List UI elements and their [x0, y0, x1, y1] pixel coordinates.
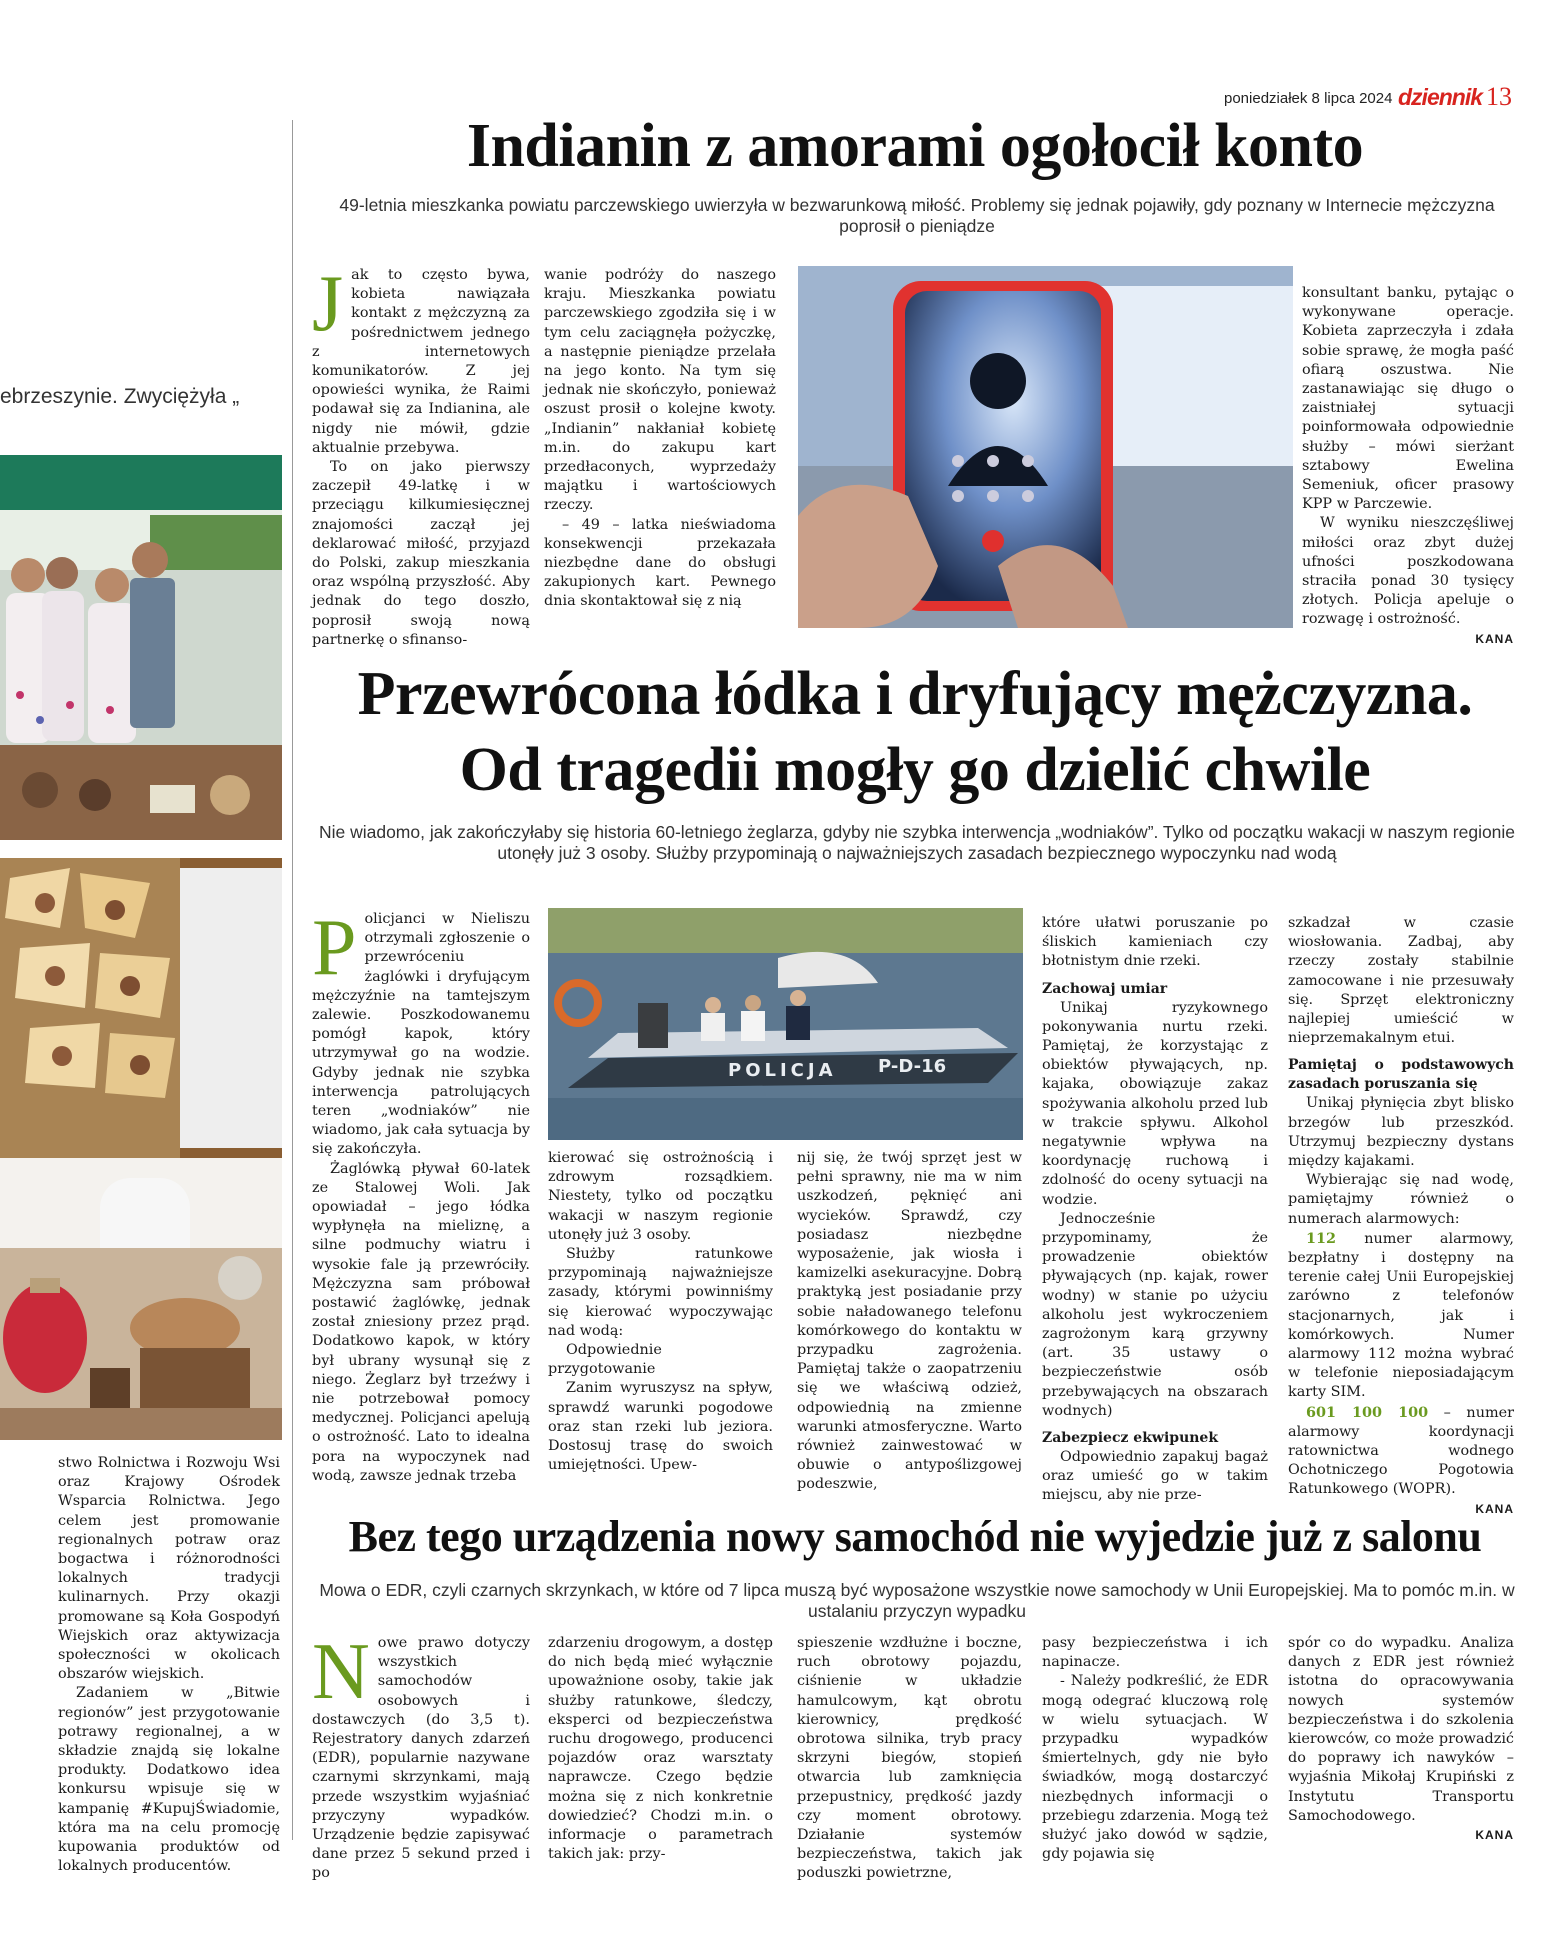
article2-paragraph: Żaglówką pływał 60-latek ze Stalowej Woli. Jak opowiadał – jego łódka wypłynęła na mieliznę, a silne podmuchy wiatru i wysokie fale ją przewróciły. Mężczyzna sam próbował postawić żaglówkę, jednak został zniesiony przez prąd. Dodatkowo kapok, w który był ubrany wysunął się z niego. Żeglarz był trzeźwy i nie potrzebował pomocy medycznej. Policjanci apelują o ostrożność. Lato to idealna pora na wypoczynek nad wodą, zawsze jednak trzeba — [312, 1160, 530, 1484]
article3-title: Bez tego urządzenia nowy samochód nie wyjedzie już z salonu — [348, 1512, 1482, 1561]
article1-paragraph: wanie podróży do naszego kraju. Mieszkanka powiatu parczewskiego zgodziła się i w tym celu zaciągnęła pożyczkę, a następnie pieniądze przelała na jego konto. Na tym się jednak nie skończyło, ponieważ oszust prosił o kolejne kwoty. „Indianin” nakłaniał kobietę m.in. do zakupu kart przedłaconych, wyprzedaży majątku i wartościowych rzeczy. — [544, 267, 776, 514]
article2-paragraph: szkadzał w czasie wiosłowania. Zadbaj, aby rzeczy zostały stabilnie zamocowane i nie przesuwały się. Sprzęt elektroniczny najlepiej umieścić w nieprzemakalnym etui. — [1288, 915, 1514, 1047]
article2-paragraph — [1288, 1403, 1514, 1500]
emergency-number-desc: numer alarmowy, bezpłatny i dostępny na terenie całej Unii Europejskiej zarówno z telefonów stacjonarnych, jak i komórkowych. Numer alarmowy 112 można wybrać w telefonie nieposiadającym karty SIM. — [1288, 1230, 1514, 1401]
article2-column-2 — [548, 1149, 773, 1504]
left-strip-paragraph: stwo Rolnictwa i Rozwoju Wsi oraz Krajowy Ośrodek Wsparcia Rolnictwa. Jego celem jest promowanie regionalnych potraw oraz bogactwa i różnorodności lokalnych tradycji kulinarnych. Przy okazji promowane są Koła Gospodyń Wiejskich oraz aktywizacja społeczności w okolicach obszarów wiejskich. — [58, 1455, 280, 1683]
article2-column-1 — [312, 904, 530, 1504]
market-photo — [0, 1158, 282, 1440]
article3-paragraph: zdarzeniu drogowym, a dostęp do nich będą mieć wyłącznie upoważnione osoby, takie jak służby ratunkowe, śledczy, eksperci od bezpieczeństwa ruchu drogowego, producenci pojazdów oraz warsztaty naprawcze. Czego będzie można się z nich konkretnie dowiedzieć? Chodzi m.in. o informacje o parametrach takich jak: przy- — [548, 1635, 773, 1863]
phone-call-photo — [798, 266, 1293, 628]
article1-column-3 — [1302, 284, 1514, 646]
article2-paragraph: Wybierając się nad wodę, pamiętajmy również o numerach alarmowych: — [1288, 1172, 1514, 1227]
boat-hull-text: POLICJA — [728, 1060, 837, 1081]
article2-paragraph: Unikaj płynięcia zbyt blisko brzegów lub przeszkód. Utrzymuj bezpieczny dystans między kajakami. — [1288, 1095, 1514, 1170]
article3-paragraph: - Należy podkreślić, że EDR mogą odegrać kluczową rolę w wielu sytuacjach. W przypadku wypadków śmiertelnych, gdy nie było świadków, mogą dostarczyć niezbędnych informacji o przebiegu zdarzenia. Mogą też służyć jako dowód w sądzie, gdy pojawia się — [1042, 1673, 1268, 1863]
article2-paragraph: Unikaj ryzykownego pokonywania nurtu rzeki. Pamiętaj, że korzystając z obiektów pływających, np. kajaka, obowiązuje zakaz spożywania alkoholu przed lub w trakcie spływu. Alkohol negatywnie wpływa na koordynację ruchową i zdolność do oceny sytuacji na wodzie. — [1042, 999, 1268, 1208]
page-number: 13 — [1486, 82, 1512, 111]
article2-paragraph: kierować się ostrożnością i zdrowym rozsądkiem. Niestety, tylko od początku wakacji w naszym regionie utonęły już 3 osoby. — [548, 1150, 773, 1243]
article1-column-2 — [544, 266, 776, 638]
article2-title-line1: Przewrócona łódka i dryfujący mężczyzna. — [357, 660, 1473, 728]
emergency-number-desc: – numer alarmowy koordynacji ratownictwa wodnego Ochotniczego Pogotowia Ratunkowego (WOPR). — [1288, 1404, 1514, 1498]
article3-column-1 — [312, 1628, 530, 1882]
article3-drop-cap: N — [312, 1628, 370, 1716]
article2-title-line2: Od tragedii mogły go dzielić chwile — [459, 736, 1371, 804]
article2-subheading: Zachowaj umiar — [1042, 980, 1168, 997]
article3-column-5 — [1288, 1634, 1514, 1849]
issue-date: poniedziałek 8 lipca 2024 — [1224, 90, 1393, 107]
article2-column-3 — [797, 1149, 1022, 1504]
article2-paragraph: Jednocześnie przypominamy, że prowadzenie obiektów pływających (np. kajak, rower wodny) w stanie po użyciu alkoholu jest wykroczeniem zagrożonym karą grzywny (art. 35 ustawy o bezpieczeństwie osób przebywających na obszarach wodnych) — [1042, 1210, 1268, 1419]
article1-drop-cap: J — [312, 260, 344, 348]
festival-photo — [0, 455, 282, 840]
article2-paragraph: które ułatwi poruszanie po śliskich kamieniach czy błotnistym dnie rzeki. — [1042, 915, 1268, 970]
article3-column-2 — [548, 1634, 773, 1863]
article1-paragraph: – 49 – latka nieświadoma konsekwencji przekazała niezbędne dane do obsługi zakupionych kart. Pewnego dnia skontaktował się z nią — [544, 516, 776, 610]
article1-paragraph: To on jako pierwszy zaczepił 49-latkę i w przeciągu kilkumiesięcznej znajomości zaczął jej deklarować miłość, przyjazd do Polski, zakup mieszkania oraz wspólną przyszłość. Aby jednak do tego doszło, poprosił swoją nową partnerkę o sfinanso- — [312, 459, 530, 648]
boat-registration: P-D-16 — [878, 1056, 947, 1077]
article3-paragraph: pasy bezpieczeństwa i ich napinacze. — [1042, 1635, 1268, 1671]
article2-paragraph: Zanim wyruszysz na spływ, sprawdź warunki pogodowe oraz stan rzeki lub jeziora. Dostosuj trasę do swoich umiejętności. Upew- — [548, 1380, 773, 1474]
article3-paragraph: spieszenie wzdłużne i boczne, ruch obrotowy pojazdu, ciśnienie w układzie hamulcowym, kąt obrotu kierownicy, prędkość obrotowa silnika, tryb pracy skrzyni biegów, stopień otwarcia lub zamknięcia przepustnicy, prędkość jazdy czy moment obrotowy. Działanie systemów bezpieczeństwa, takich jak poduszki powietrzne, — [797, 1635, 1022, 1882]
article3-paragraph: spór co do wypadku. Analiza danych z EDR jest również istotna do opracowywania nowych systemów bezpieczeństwa i do szkolenia kierowców, co może prowadzić do poprawy ich nawyków – wyjaśnia Mikołaj Krupiński z Instytutu Transportu Samochodowego. — [1288, 1635, 1514, 1824]
article2-subheading: Pamiętaj o podstawowych zasadach poruszania się — [1288, 1057, 1514, 1093]
article1-title: Indianin z amorami ogołocił konto — [466, 112, 1364, 180]
emergency-number-112: 112 — [1306, 1229, 1337, 1247]
brand-logo: dziennik — [1398, 84, 1483, 110]
article2-paragraph: olicjanci w Nieliszu otrzymali zgłoszenie o przewróceniu żaglówki i dryfującym mężczyźnie na tamtejszym zalewie. Poszkodowanemu pomógł kapok, który utrzymywał go na wodzie. Gdyby jednak nie szybka interwencja patrolujących teren „wodniaków” nie wiadomo, jak cała sytuacja by się zakończyła. — [312, 911, 530, 1158]
article2-paragraph: nij się, że twój sprzęt jest w pełni sprawny, nie ma w nim uszkodzeń, pęknięć ani wycieków. Sprawdź, czy posiadasz niezbędne wyposażenie, jak wiosła i kamizelki asekuracyjne. Dobrą praktyką jest posiadanie przy sobie naładowanego telefonu komórkowego do kontaktu w przypadku zagrożenia. Pamiętaj także o zaopatrzeniu się we właściwą odzież, odpowiednią na zmienne warunki atmosferyczne. Warto również zainwestować w obuwie o antypoślizgowej podeszwie, — [797, 1150, 1022, 1493]
article2-signature: KANA — [1475, 1501, 1514, 1516]
article3-signature: KANA — [1475, 1828, 1514, 1843]
article3-column-4 — [1042, 1634, 1268, 1863]
article1-paragraph: W wyniku nieszczęśliwej miłości oraz zbyt dużej ufności poszkodowana straciła ponad 30 tysięcy złotych. Policja apeluje o rozwagę i ostrożność. — [1302, 515, 1514, 628]
column-divider — [292, 120, 293, 1840]
article1-column-1 — [312, 260, 530, 648]
article2-drop-cap: P — [312, 904, 357, 992]
article1-lead: 49-letnia mieszkanka powiatu parczewskiego uwierzyła w bezwarunkową miłość. Problemy się jednak pojawiły, gdy poznany w Internecie mężczyzna poprosił o pieniądze — [339, 195, 1495, 236]
article3-lead: Mowa o EDR, czyli czarnych skrzynkach, w które od 7 lipca muszą być wyposażone wszystkie nowe samochody w Unii Europejskiej. Ma to pomóc m.in. w ustalaniu przyczyn wypadku — [319, 1580, 1515, 1621]
article1-paragraph: ak to często bywa, kobieta nawiązała kontakt z mężczyzną za pośrednictwem jednego z internetowych komunikatorów. Z jej opowieści wynika, że Raimi podawał się za Indianina, ale nigdy nie mówił, gdzie aktualnie przebywa. — [312, 267, 530, 456]
left-strip-text — [58, 1454, 280, 1875]
police-boat-photo — [548, 908, 1023, 1140]
article2-paragraph — [1288, 1229, 1514, 1403]
article1-signature: KANA — [1475, 631, 1514, 646]
article2-column-4 — [1042, 914, 1268, 1504]
article2-paragraph: Odpowiednio zapakuj bagaż oraz umieść go w takim miejscu, aby nie prze- — [1042, 1449, 1268, 1504]
left-strip-paragraph: Zadaniem w „Bitwie regionów” jest przygotowanie potrawy regionalnej, a w składzie znajdą się lokalne produkty. Dodatkowo idea konkursu wpisuje się w kampanię #KupujŚwiadomie, która ma na celu promocję kupowania produktów od lokalnych producentów. — [58, 1685, 280, 1875]
article3-column-3 — [797, 1634, 1022, 1882]
article1-paragraph: konsultant banku, pytając o wykonywane operacje. Kobieta zaprzeczyła i zdała sobie sprawę, że mogła paść ofiarą oszustwa. Nie zastanawiając się długo o zaistniałej sytuacji poinformowała odpowiednie służby – mówi sierżant sztabowy Ewelina Semeniuk, oficer prasowy KPP w Parczewie. — [1302, 285, 1514, 513]
article2-lead: Nie wiadomo, jak zakończyłaby się historia 60-letniego żeglarza, gdyby nie szybka interwencja „wodniaków”. Tylko od początku wakacji w naszym regionie utonęły już 3 osoby. Służby przypominają o najważniejszych zasadach bezpiecznego wypoczynku nad wodą — [318, 822, 1516, 863]
article2-paragraph: Służby ratunkowe przypominają najważniejsze zasady, którymi powinniśmy się kierować wypoczywając nad wodą: — [548, 1246, 773, 1339]
emergency-number-wopr: 601 100 100 — [1306, 1403, 1429, 1421]
article2-subheading: Zabezpiecz ekwipunek — [1042, 1430, 1219, 1447]
article2-paragraph: Odpowiednie przygotowanie — [548, 1342, 662, 1378]
article2-column-5 — [1288, 914, 1514, 1516]
left-strip-overflow-line: ebrzeszynie. Zwyciężyła „ — [0, 385, 240, 408]
pastry-photo — [0, 858, 282, 1158]
article3-paragraph: owe prawo dotyczy wszystkich samochodów osobowych i dostawczych (do 3,5 t). Rejestratory danych zdarzeń (EDR), popularnie nazywane czarnymi skrzynkami, mają przede wszystkim wyjaśniać przyczyny wypadków. Urządzenie będzie zapisywać dane przez 5 sekund przed i po — [312, 1635, 530, 1882]
